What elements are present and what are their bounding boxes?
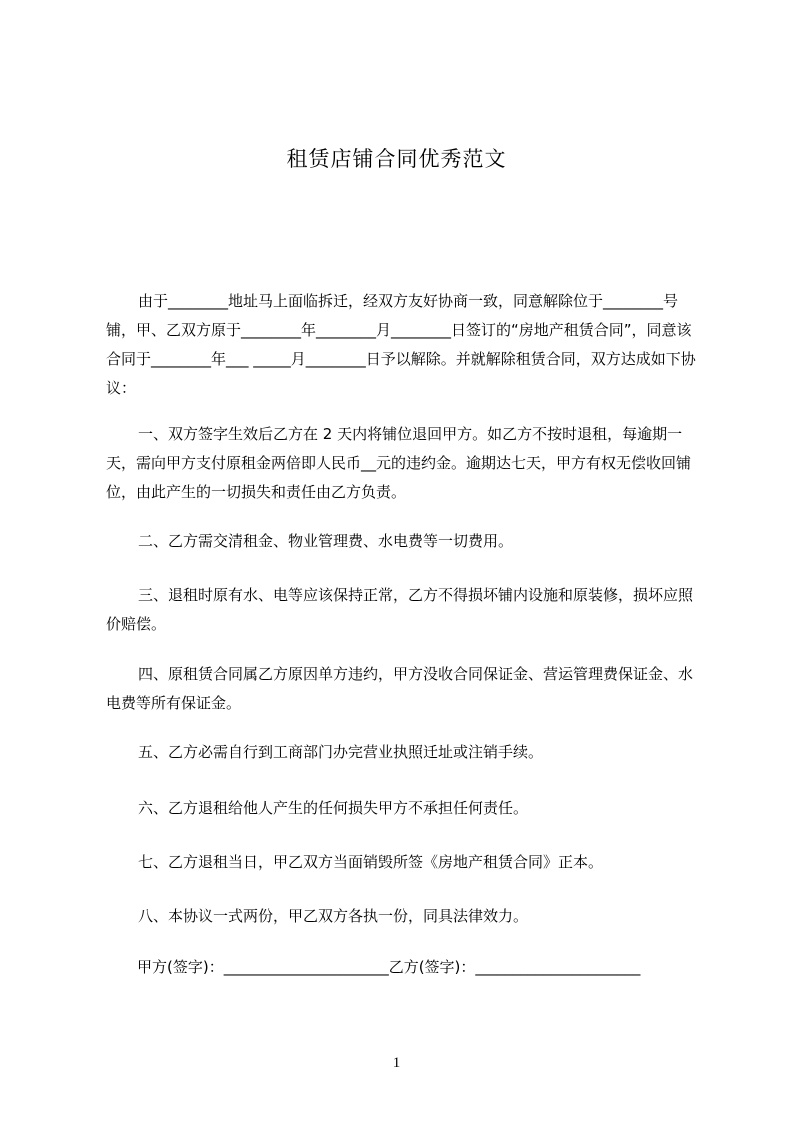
clause-1: 一、双方签字生效后乙方在 2 天内将铺位退回甲方。如乙方不按时退租，每逾期一天，需向甲方支付原租金两倍即人民币__元的违约金。逾期达七天，甲方有权无偿收回铺位，由此产生的一切损失和责任由乙方负责。: [106, 425, 692, 501]
intro-paragraph: 由于________地址马上面临拆迁，经双方友好协商一致，同意解除位于________号铺，甲、乙双方原于________年________月________日签订的“房地产租赁合同”，同意该合同于________年___ _____月________日予以解除。并就解除租赁合同，双方达成如下协议：: [106, 292, 696, 397]
clause-2: 二、乙方需交清租金、物业管理费、水电费等一切费用。: [138, 532, 514, 550]
clause-4: 四、原租赁合同属乙方原因单方违约，甲方没收合同保证金、营运管理费保证金、水电费等所有保证金。: [106, 665, 694, 712]
signature-line: 甲方(签字)：______________________乙方(签字)：______________________: [137, 958, 641, 976]
document-title: 租赁店铺合同优秀范文: [286, 147, 507, 171]
clause-5: 五、乙方必需自行到工商部门办完营业执照迁址或注销手续。: [138, 743, 544, 761]
clause-6: 六、乙方退租给他人产生的任何损失甲方不承担任何责任。: [138, 799, 529, 817]
page-number: 1: [392, 1055, 401, 1071]
clause-3: 三、退租时原有水、电等应该保持正常，乙方不得损坏铺内设施和原装修，损坏应照价赔偿。: [106, 586, 694, 633]
clause-8: 八、本协议一式两份，甲乙双方各执一份，同具法律效力。: [138, 907, 529, 925]
clause-7: 七、乙方退租当日，甲乙双方当面销毁所签《房地产租赁合同》正本。: [138, 853, 604, 871]
